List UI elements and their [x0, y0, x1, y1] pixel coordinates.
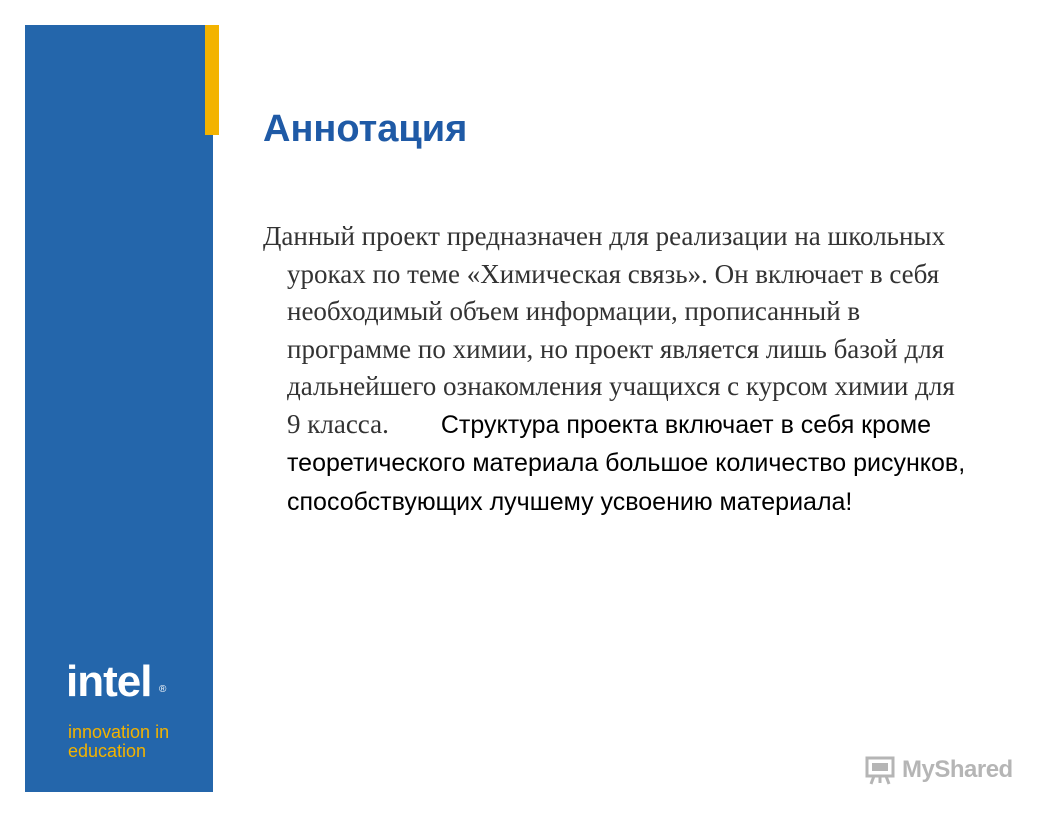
slide-title: Аннотация	[263, 108, 468, 150]
body-text-sans: Структура проекта включает в себя кроме теоретического материала большое количество рисунков, способствующих лучшему усвоению материала!	[287, 410, 966, 516]
tagline-line-1: innovation in	[68, 722, 170, 742]
tagline-line-2: education	[68, 741, 147, 761]
accent-stripe	[205, 25, 219, 135]
registered-mark: ®	[159, 684, 167, 695]
watermark	[864, 752, 1013, 788]
intel-logo: intel	[66, 657, 152, 706]
body-paragraph	[263, 218, 967, 521]
body-text-serif: Данный проект предназначен для реализации на школьных уроках по теме «Химическая связь». Он включает в себя необходимый объем информации, прописанный в программе по химии, но проект является лишь базой для дальнейшего ознакомления учащихся с курсом химии для 9 класса.	[263, 221, 955, 439]
watermark-text: MyShared	[902, 756, 1013, 783]
presentation-board-icon	[864, 754, 896, 786]
tagline	[68, 723, 169, 761]
